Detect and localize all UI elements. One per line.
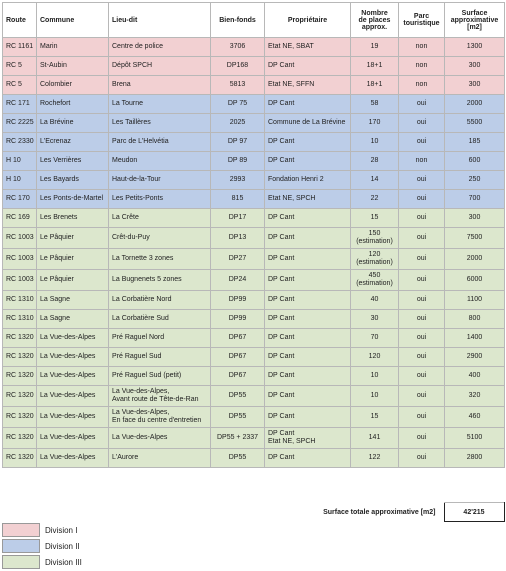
table-row [3,270,505,291]
cell-proprietaire: DP Cant [265,348,351,367]
cell-surface: 2000 [445,249,505,270]
cell-bien-fonds: DP 97 [211,133,265,152]
header-bien-fonds: Bien-fonds [211,3,265,38]
lieu-dit-line2: En face du centre d'entretien [112,417,202,424]
cell-lieu-dit: Les Petits-Ponts [109,190,211,209]
cell-bien-fonds: 5813 [211,76,265,95]
cell-bien-fonds: DP168 [211,57,265,76]
cell-route: RC 1320 [3,407,37,428]
cell-lieu-dit: Les Taillères [109,114,211,133]
cell-lieu-dit: Pré Raguel Nord [109,329,211,348]
cell-parc: oui [399,386,445,407]
cell-proprietaire: DP Cant [265,249,351,270]
cell-proprietaire: DP Cant [265,209,351,228]
cell-places: 28 [351,152,399,171]
cell-parc: oui [399,228,445,249]
places-value: 120 [368,251,381,258]
cell-places: 170 [351,114,399,133]
cell-proprietaire: DP Cant [265,367,351,386]
cell-parc: oui [399,367,445,386]
cell-surface: 1100 [445,291,505,310]
cell-lieu-dit: La Corbatière Nord [109,291,211,310]
division-legend [2,522,82,570]
cell-commune: La Vue-des-Alpes [37,428,109,449]
cell-route: RC 1320 [3,348,37,367]
cell-places: 18+1 [351,76,399,95]
table-row [3,329,505,348]
proprietaire-line1: DP Cant [268,430,295,437]
cell-places [351,270,399,291]
cell-surface: 1300 [445,38,505,57]
cell-commune: La Vue-des-Alpes [37,386,109,407]
cell-commune: Les Verrières [37,152,109,171]
header-places-line2: de places [358,16,391,24]
cell-bien-fonds: DP55 [211,407,265,428]
cell-surface: 250 [445,171,505,190]
table-row [3,386,505,407]
cell-route: RC 1320 [3,367,37,386]
cell-parc: oui [399,428,445,449]
cell-proprietaire: DP Cant [265,95,351,114]
legend-swatch [2,555,40,569]
cell-parc: oui [399,114,445,133]
cell-proprietaire: Etat NE, SFFN [265,76,351,95]
cell-places: 122 [351,449,399,468]
cell-proprietaire: DP Cant [265,133,351,152]
cell-parc: oui [399,133,445,152]
header-parc [399,3,445,38]
cell-proprietaire: Etat NE, SBAT [265,38,351,57]
cell-bien-fonds: DP99 [211,310,265,329]
cell-route: RC 1320 [3,386,37,407]
cell-route: RC 1320 [3,428,37,449]
cell-commune: La Vue-des-Alpes [37,367,109,386]
places-note: (estimation) [356,280,393,287]
total-value: 42'215 [444,503,504,522]
cell-places: 10 [351,133,399,152]
cell-route: RC 1003 [3,270,37,291]
total-row [2,502,505,522]
table-row [3,171,505,190]
cell-lieu-dit: Parc de L'Helvétia [109,133,211,152]
places-value: 150 [368,230,381,237]
cell-commune: La Vue-des-Alpes [37,449,109,468]
cell-commune: Les Ponts-de-Martel [37,190,109,209]
cell-lieu-dit: Brena [109,76,211,95]
table-row [3,76,505,95]
header-commune: Commune [37,3,109,38]
table-row [3,190,505,209]
cell-surface: 300 [445,209,505,228]
table-row [3,228,505,249]
cell-places: 10 [351,386,399,407]
cell-lieu-dit: Haut-de-la-Tour [109,171,211,190]
cell-surface: 300 [445,57,505,76]
cell-places: 70 [351,329,399,348]
cell-commune: Marin [37,38,109,57]
table-row [3,249,505,270]
cell-bien-fonds: 3706 [211,38,265,57]
cell-route: RC 2330 [3,133,37,152]
header-places [351,3,399,38]
table-row [3,114,505,133]
cell-bien-fonds: DP17 [211,209,265,228]
cell-surface: 800 [445,310,505,329]
places-value: 450 [368,272,381,279]
cell-route: RC 1320 [3,329,37,348]
cell-proprietaire: Commune de La Brévine [265,114,351,133]
cell-lieu-dit: L'Aurore [109,449,211,468]
cell-bien-fonds: DP55 + 2337 [211,428,265,449]
cell-commune: Le Pâquier [37,270,109,291]
cell-commune: La Vue-des-Alpes [37,348,109,367]
legend-item-division-2 [2,538,82,554]
cell-surface: 1400 [445,329,505,348]
cell-bien-fonds: DP 89 [211,152,265,171]
cell-route: RC 169 [3,209,37,228]
table-row [3,428,505,449]
legend-label: Division III [45,557,82,567]
cell-commune: La Vue-des-Alpes [37,329,109,348]
table-row [3,38,505,57]
header-parc-line1: Parc [413,13,430,20]
cell-commune: La Vue-des-Alpes [37,407,109,428]
cell-parc: non [399,57,445,76]
cell-commune: La Sagne [37,310,109,329]
cell-surface: 700 [445,190,505,209]
cell-parc: non [399,152,445,171]
cell-proprietaire: DP Cant [265,310,351,329]
cell-bien-fonds: DP67 [211,329,265,348]
cell-bien-fonds: DP24 [211,270,265,291]
legend-swatch [2,523,40,537]
cell-lieu-dit: La Crête [109,209,211,228]
cell-proprietaire: DP Cant [265,291,351,310]
cell-route: RC 2225 [3,114,37,133]
cell-places: 15 [351,407,399,428]
places-note: (estimation) [356,238,393,245]
cell-proprietaire [265,428,351,449]
cell-route: RC 1320 [3,449,37,468]
proprietaire-line2: Etat NE, SPCH [268,438,316,445]
cell-proprietaire: DP Cant [265,329,351,348]
cell-route: RC 1003 [3,249,37,270]
cell-bien-fonds: 2025 [211,114,265,133]
cell-lieu-dit: La Tourne [109,95,211,114]
cell-lieu-dit [109,407,211,428]
cell-lieu-dit: La Corbatière Sud [109,310,211,329]
cell-proprietaire: DP Cant [265,386,351,407]
header-parc-line2: touristique [403,20,440,27]
cell-places: 22 [351,190,399,209]
cell-proprietaire: DP Cant [265,152,351,171]
cell-places: 19 [351,38,399,57]
lieu-dit-line1: La Vue-des-Alpes, [112,409,170,416]
cell-proprietaire: DP Cant [265,449,351,468]
cell-parc: oui [399,407,445,428]
cell-proprietaire: Fondation Henri 2 [265,171,351,190]
cell-parc: oui [399,270,445,291]
cell-surface: 5100 [445,428,505,449]
table-row [3,407,505,428]
legend-swatch [2,539,40,553]
legend-item-division-3 [2,554,82,570]
cell-route: H 10 [3,152,37,171]
table-row [3,133,505,152]
cell-commune: Colombier [37,76,109,95]
cell-parc: oui [399,209,445,228]
cell-parc: oui [399,348,445,367]
cell-bien-fonds: DP 75 [211,95,265,114]
cell-parc: oui [399,95,445,114]
cell-bien-fonds: DP67 [211,348,265,367]
header-lieu-dit: Lieu-dit [109,3,211,38]
lieu-dit-line1: La Vue-des-Alpes, [112,388,170,395]
cell-places: 141 [351,428,399,449]
cell-bien-fonds: DP67 [211,367,265,386]
cell-surface: 6000 [445,270,505,291]
parking-table [2,2,505,468]
cell-commune: L'Ecrenaz [37,133,109,152]
cell-lieu-dit: Pré Raguel Sud (petit) [109,367,211,386]
cell-route: RC 1310 [3,291,37,310]
cell-lieu-dit: Pré Raguel Sud [109,348,211,367]
cell-commune: Les Bayards [37,171,109,190]
cell-places: 58 [351,95,399,114]
cell-route: RC 1310 [3,310,37,329]
cell-proprietaire: DP Cant [265,270,351,291]
cell-lieu-dit: Dépôt SPCH [109,57,211,76]
cell-lieu-dit: La Tornette 3 zones [109,249,211,270]
table-row [3,348,505,367]
cell-bien-fonds: 2993 [211,171,265,190]
cell-parc: non [399,38,445,57]
cell-parc: oui [399,171,445,190]
cell-places: 40 [351,291,399,310]
cell-parc: non [399,76,445,95]
header-surface-line3: [m2] [467,23,482,31]
cell-places: 120 [351,348,399,367]
cell-lieu-dit: La Vue-des-Alpes [109,428,211,449]
header-surface-line1: Surface [461,9,488,17]
header-proprietaire: Propriétaire [265,3,351,38]
cell-bien-fonds: DP99 [211,291,265,310]
cell-places: 14 [351,171,399,190]
cell-places [351,228,399,249]
cell-route: RC 5 [3,76,37,95]
cell-parc: oui [399,329,445,348]
cell-proprietaire: DP Cant [265,228,351,249]
table-row [3,367,505,386]
cell-commune: Les Brenets [37,209,109,228]
header-places-line1: Nombre [361,9,388,17]
cell-parc: oui [399,449,445,468]
cell-proprietaire: DP Cant [265,407,351,428]
cell-lieu-dit: Crêt-du-Puy [109,228,211,249]
cell-places: 15 [351,209,399,228]
cell-lieu-dit: Meudon [109,152,211,171]
cell-surface: 5500 [445,114,505,133]
table-row [3,291,505,310]
cell-commune: Le Pâquier [37,249,109,270]
table-row [3,310,505,329]
cell-surface: 600 [445,152,505,171]
cell-surface: 460 [445,407,505,428]
legend-label: Division II [45,541,80,551]
table-row [3,95,505,114]
cell-commune: La Brévine [37,114,109,133]
cell-bien-fonds: DP55 [211,386,265,407]
legend-label: Division I [45,525,78,535]
header-surface-line2: approximative [450,16,499,24]
cell-commune: Le Pâquier [37,228,109,249]
cell-bien-fonds: DP55 [211,449,265,468]
cell-places: 30 [351,310,399,329]
cell-surface: 320 [445,386,505,407]
cell-proprietaire: DP Cant [265,57,351,76]
table-row [3,57,505,76]
cell-surface: 300 [445,76,505,95]
cell-commune: St-Aubin [37,57,109,76]
cell-places [351,249,399,270]
table-row [3,152,505,171]
cell-surface: 7500 [445,228,505,249]
cell-route: RC 1161 [3,38,37,57]
total-label: Surface totale approximative [m2] [323,508,436,516]
cell-parc: oui [399,249,445,270]
cell-commune: La Sagne [37,291,109,310]
cell-route: RC 5 [3,57,37,76]
cell-route: RC 1003 [3,228,37,249]
cell-surface: 185 [445,133,505,152]
cell-bien-fonds: DP13 [211,228,265,249]
cell-surface: 2900 [445,348,505,367]
cell-parc: oui [399,291,445,310]
header-surface [445,3,505,38]
cell-route: RC 171 [3,95,37,114]
cell-surface: 2000 [445,95,505,114]
cell-route: H 10 [3,171,37,190]
table-row [3,209,505,228]
cell-route: RC 170 [3,190,37,209]
header-row [3,3,505,38]
cell-lieu-dit [109,386,211,407]
cell-places: 10 [351,367,399,386]
cell-parc: oui [399,310,445,329]
cell-bien-fonds: DP27 [211,249,265,270]
cell-lieu-dit: Centre de police [109,38,211,57]
cell-lieu-dit: La Bugnenets 5 zones [109,270,211,291]
legend-item-division-1 [2,522,82,538]
cell-proprietaire: Etat NE, SPCH [265,190,351,209]
lieu-dit-line2: Avant route de Tête-de-Ran [112,396,199,403]
header-places-line3: approx. [361,23,388,31]
cell-places: 18+1 [351,57,399,76]
places-note: (estimation) [356,259,393,266]
cell-bien-fonds: 815 [211,190,265,209]
cell-surface: 400 [445,367,505,386]
table-row [3,449,505,468]
cell-surface: 2800 [445,449,505,468]
cell-commune: Rochefort [37,95,109,114]
cell-parc: oui [399,190,445,209]
header-route: Route [3,3,37,38]
